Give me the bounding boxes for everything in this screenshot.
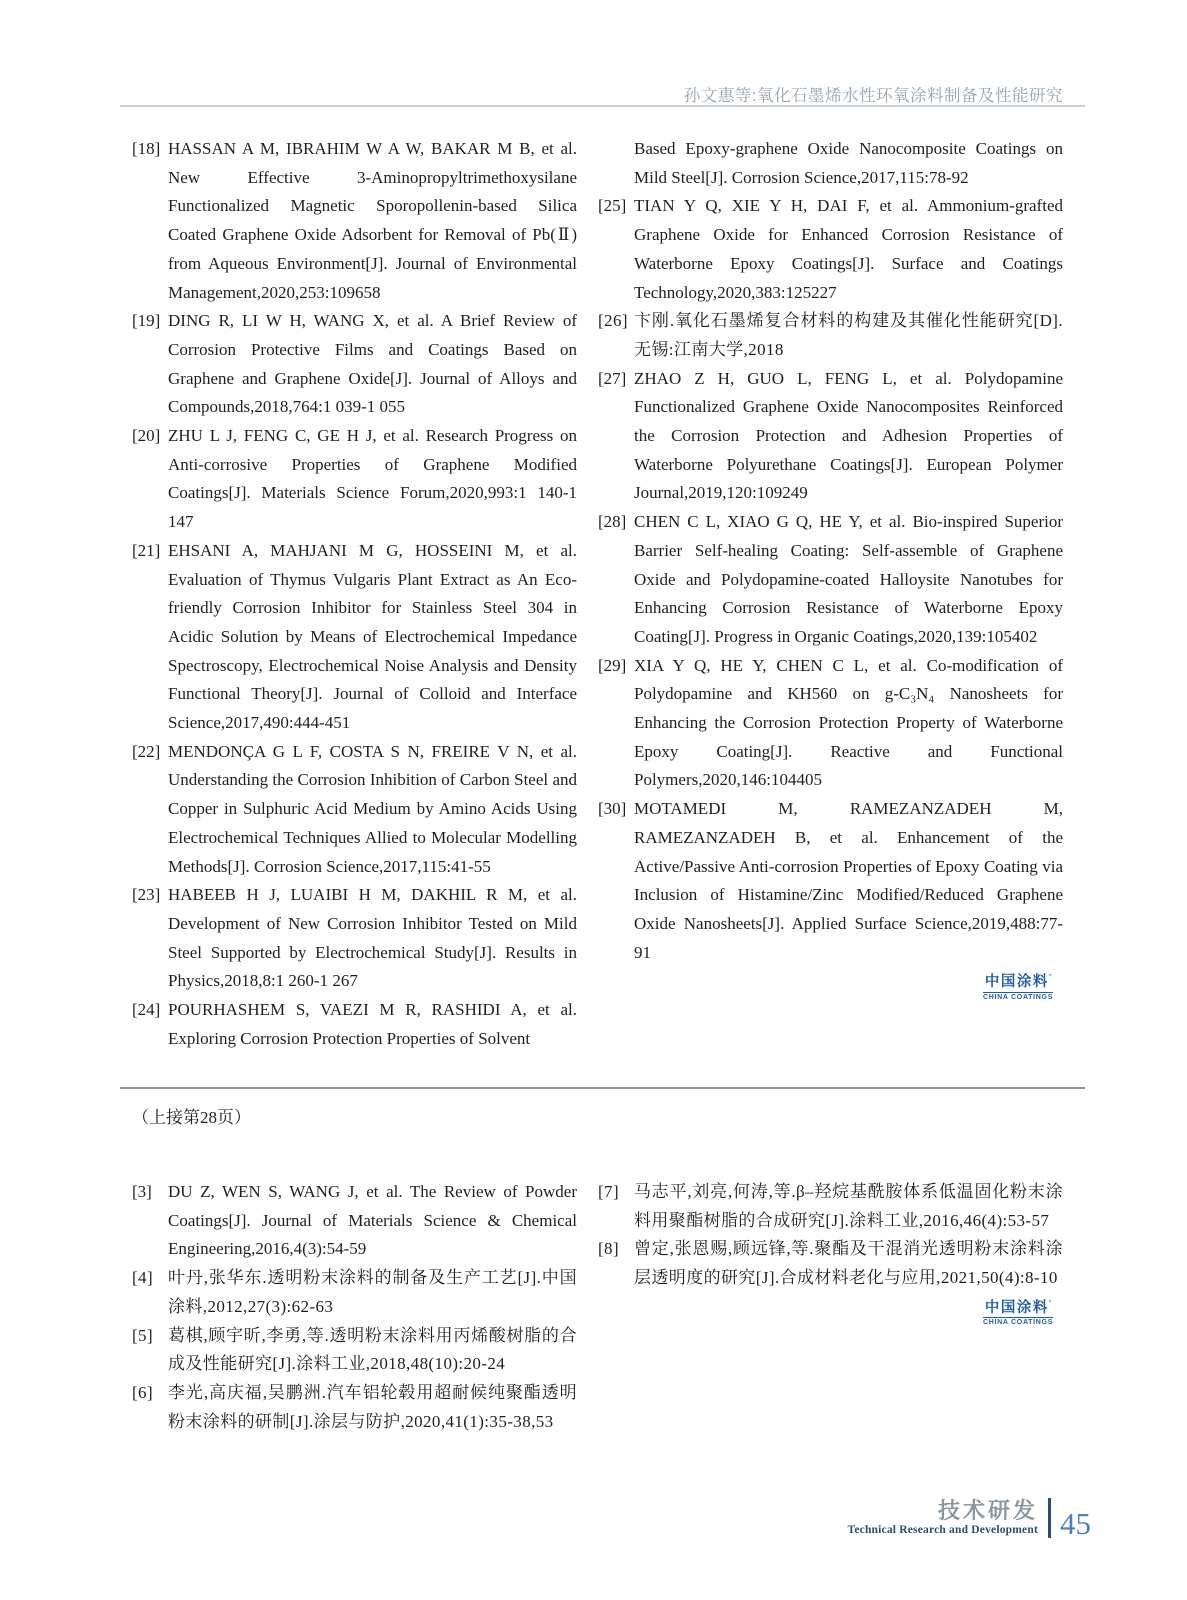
page-footer (847, 1498, 1091, 1541)
logo-chinese-text: 中国涂料’ (984, 1298, 1052, 1316)
reference-number: [8] (598, 1239, 620, 1259)
reference-number: [25] (598, 196, 627, 216)
reference-item-20 (132, 422, 577, 537)
reference-text: MENDONÇA G L F, COSTA S N, FREIRE V N, et al. Understanding the Corrosion Inhibition of Carbon Steel and Copper in Sulphuric Acid Medium by Amino Acids Using Electrochemical Techniques Allied to Molecular Modelling Methods[J]. Corrosion Science,2017,115:41-55 (168, 741, 577, 876)
reference-text: ZHAO Z H, GUO L, FENG L, et al. Polydopamine Functionalized Graphene Oxide Nanocomposites Reinforced the Corrosion Protection and Adhesion Properties of Waterborne Polyurethane Coatings[J]. European Polymer Journal,2019,120:109249 (634, 368, 1063, 503)
logo-english-text: CHINA COATINGS (983, 1319, 1054, 1327)
references-section-top (132, 135, 1063, 1054)
continuation-note: （上接第28页） (132, 1108, 251, 1127)
reference-text: 马志平,刘亮,何涛,等.β–羟烷基酰胺体系低温固化粉末涂料用聚酯树脂的合成研究[J].涂料工业,2016,46(4):53-57 (634, 1182, 1063, 1230)
reference-item-26 (598, 307, 1063, 364)
reference-item-24 (132, 996, 577, 1053)
reference-number: [29] (598, 655, 627, 675)
reference-item-25 (598, 192, 1063, 307)
footer-section-title-cn: 技术研发 (937, 1498, 1038, 1523)
reference-number: [6] (132, 1382, 154, 1402)
reference-number: [22] (132, 741, 161, 761)
reference-text: 葛棋,顾宇昕,李勇,等.透明粉末涂料用丙烯酸树脂的合成及性能研究[J].涂料工业,2018,48(10):20-24 (168, 1325, 577, 1374)
reference-text: XIA Y Q, HE Y, CHEN C L, et al. Co-modification of Polydopamine and KH560 on g-C₃N₄ Nanosheets for Enhancing the Corrosion Protection Property of Waterborne Epoxy Coating[J]. Reactive and Functional Polymers,2020,146:104405 (634, 655, 1063, 790)
reference-item-28 (598, 508, 1063, 652)
reference-number: [27] (598, 368, 627, 388)
logo-trademark-mark: ’ (1048, 1298, 1052, 1308)
reference-number: [23] (132, 885, 161, 905)
references-top-right-column (598, 135, 1063, 1054)
references-bottom-left-column (132, 1178, 577, 1436)
reference-item-22 (132, 738, 577, 882)
footer-section-labels (848, 1498, 1038, 1538)
reference-item-29 (598, 652, 1063, 796)
logo-trademark-mark: ’ (1048, 973, 1052, 983)
reference-text: MOTAMEDI M, RAMEZANZADEH M, RAMEZANZADEH B, et al. Enhancement of the Active/Passive Anti-corrosion Properties of Epoxy Coating via Inclusion of Histamine/Zinc Modified/Reduced Graphene Oxide Nanosheets[J]. Applied Surface Science,2019,488:77-91 (634, 799, 1063, 962)
reference-number: [7] (598, 1182, 620, 1201)
reference-number: [19] (132, 311, 161, 331)
reference-text: TIAN Y Q, XIE Y H, DAI F, et al. Ammonium-grafted Graphene Oxide for Enhanced Corrosion Resistance of Waterborne Epoxy Coatings[J]. Surface and Coatings Technology,2020,383:125227 (634, 196, 1063, 302)
references-top-left-column (132, 135, 577, 1054)
reference-item-6 (132, 1379, 577, 1436)
reference-item-7 (598, 1178, 1063, 1235)
reference-text: DING R, LI W H, WANG X, et al. A Brief Review of Corrosion Protective Films and Coatings Based on Graphene and Graphene Oxide[J]. Journal of Alloys and Compounds,2018,764:1 039-1 055 (168, 311, 577, 417)
reference-number: [24] (132, 1000, 161, 1020)
logo-chinese-text: 中国涂料’ (984, 973, 1052, 991)
reference-item-5 (132, 1322, 577, 1379)
reference-number: [4] (132, 1268, 154, 1288)
page-number: 45 (1060, 1505, 1091, 1541)
reference-text: HABEEB H J, LUAIBI H M, DAKHIL R M, et al. Development of New Corrosion Inhibitor Tested on Mild Steel Supported by Electrochemical Study[J]. Results in Physics,2018,8:1 260-1 267 (168, 885, 577, 991)
reference-number: [21] (132, 540, 161, 560)
reference-number: [28] (598, 512, 627, 532)
reference-item-3 (132, 1178, 577, 1264)
reference-item-27 (598, 365, 1063, 509)
reference-text: 曾定,张恩赐,顾远锋,等.聚酯及干混消光透明粉末涂料涂层透明度的研究[J].合成材料老化与应用,2021,50(4):8-10 (634, 1239, 1063, 1288)
reference-number: [18] (132, 139, 161, 158)
reference-number: [30] (598, 799, 627, 819)
reference-item-30 (598, 795, 1063, 967)
reference-text: ZHU L J, FENG C, GE H J, et al. Research Progress on Anti-corrosive Properties of Graphene Modified Coatings[J]. Materials Science Forum,2020,993:1 140-1 147 (168, 426, 577, 532)
section-divider (120, 1087, 1085, 1089)
reference-number: [26] (598, 311, 628, 331)
running-title: 孙文惠等:氧化石墨烯水性环氧涂料制备及性能研究 (683, 87, 1063, 105)
reference-item-18 (132, 135, 577, 307)
logo-english-text: CHINA COATINGS (983, 993, 1054, 1001)
reference-item-24-continuation (598, 135, 1063, 192)
footer-divider-bar (1048, 1498, 1051, 1538)
references-section-bottom (132, 1178, 1063, 1436)
reference-number: [3] (132, 1182, 152, 1201)
reference-text: DU Z, WEN S, WANG J, et al. The Review of Powder Coatings[J]. Journal of Materials Science & Chemical Engineering,2016,4(3):54-59 (168, 1182, 577, 1259)
footer-section-title-en: Technical Research and Development (847, 1524, 1038, 1537)
reference-number: [5] (132, 1325, 154, 1345)
reference-number: [20] (132, 426, 161, 446)
reference-text: POURHASHEM S, VAEZI M R, RASHIDI A, et al. Exploring Corrosion Protection Properties of Solvent (168, 1000, 577, 1048)
reference-text: Based Epoxy-graphene Oxide Nanocomposite Coatings on Mild Steel[J]. Corrosion Science,2017,115:78-92 (634, 139, 1063, 187)
reference-text: CHEN C L, XIAO G Q, HE Y, et al. Bio-inspired Superior Barrier Self-healing Coating: Self-assemble of Graphene Oxide and Polydopamine-coated Halloysite Nanotubes for Enhancing Corrosion Resistance of Waterborne Epoxy Coating[J]. Progress in Organic Coatings,2020,139:105402 (634, 512, 1063, 646)
reference-text: 卞刚.氧化石墨烯复合材料的构建及其催化性能研究[D].无锡:江南大学,2018 (634, 311, 1063, 359)
reference-text: EHSANI A, MAHJANI M G, HOSSEINI M, et al. Evaluation of Thymus Vulgaris Plant Extract as An Eco-friendly Corrosion Inhibitor for Stainless Steel 304 in Acidic Solution by Means of Electrochemical Impedance Spectroscopy, Electrochemical Noise Analysis and Density Functional Theory[J]. Journal of Colloid and Interface Science,2017,490:444-451 (168, 540, 577, 733)
reference-item-4 (132, 1264, 577, 1321)
reference-item-8 (598, 1235, 1063, 1292)
reference-item-21 (132, 537, 577, 738)
china-coatings-logo (983, 1299, 1053, 1327)
reference-text: 李光,高庆福,吴鹏洲.汽车铝轮毂用超耐候纯聚酯透明粉末涂料的研制[J].涂层与防护,2020,41(1):35-38,53 (168, 1382, 577, 1431)
china-coatings-logo (983, 973, 1053, 1001)
reference-text: HASSAN A M, IBRAHIM W A W, BAKAR M B, et al. New Effective 3-Aminopropyltrimethoxysilane Functionalized Magnetic Sporopollenin-based Silica Coated Graphene Oxide Adsorbent for Removal of Pb(Ⅱ) from Aqueous Environment[J]. Journal of Environmental Management,2020,253:109658 (168, 139, 577, 302)
reference-item-23 (132, 881, 577, 996)
header-rule (120, 105, 1085, 107)
references-bottom-right-column (598, 1178, 1063, 1436)
reference-item-19 (132, 307, 577, 422)
reference-text: 叶丹,张华东.透明粉末涂料的制备及生产工艺[J].中国涂料,2012,27(3):62-63 (168, 1268, 577, 1316)
